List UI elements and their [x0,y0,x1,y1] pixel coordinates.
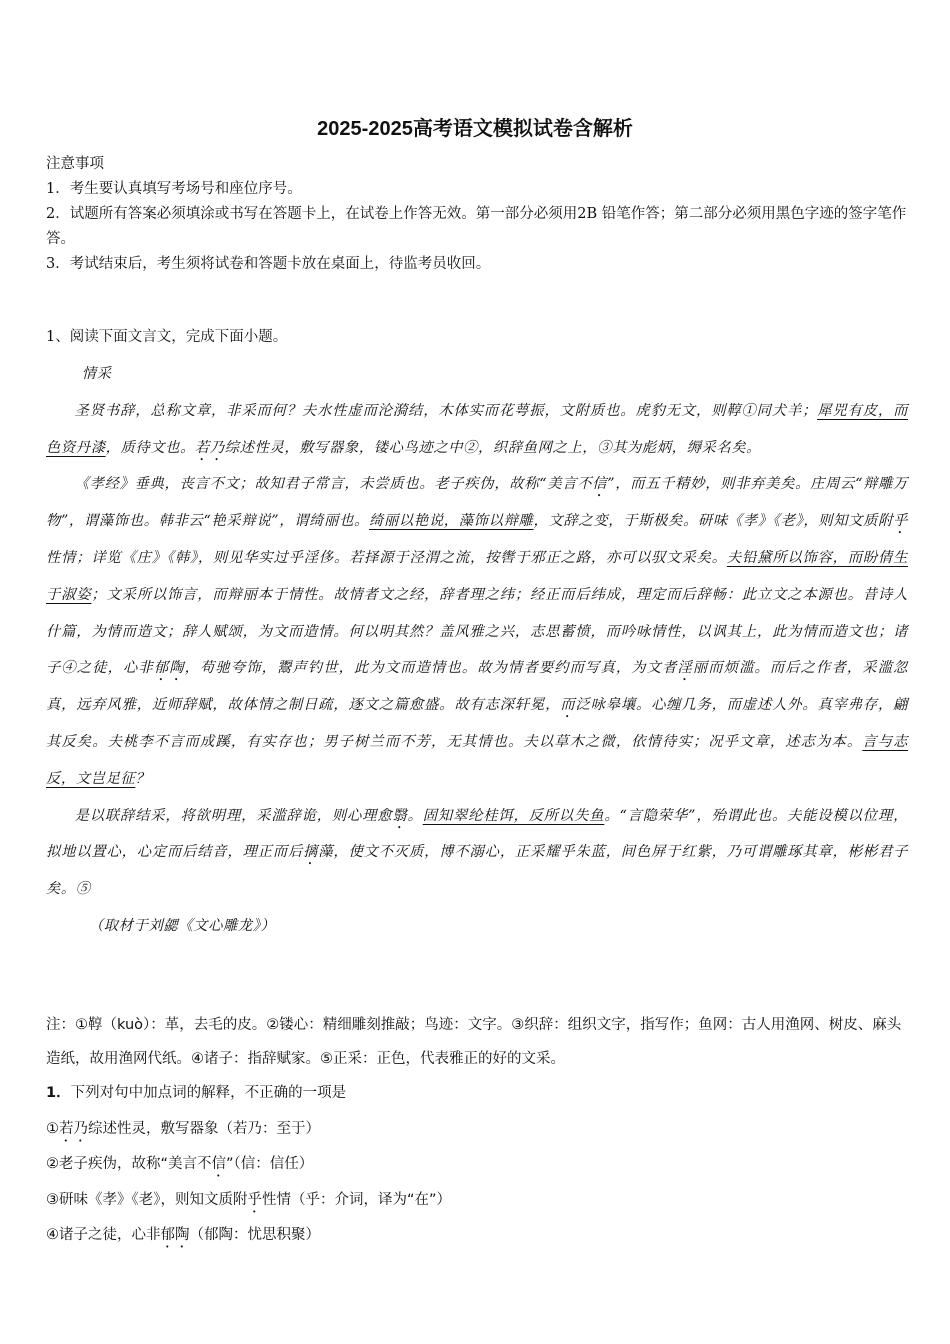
underlined-sentence: 固知翠纶桂饵，反所以失鱼 [422,807,605,824]
dotted-word: 若乃 [194,439,225,456]
passage-paragraph-1: 圣贤书辞，总称文章，非采而何？夫水性虚而沦漪结，木体实而花萼振，文附质也。虎豹无文，则鞟①同犬羊；犀兕有皮，而色资丹漆，质待文也。若乃综述性灵，敷写器象，镂心鸟迹之中②，织辞鱼网之上，③其为彪炳，缛采名矣。 [46,402,908,456]
passage-source: （取材于刘勰《文心雕龙》） [88,917,276,934]
option-item[interactable]: ①若乃综述性灵，敷写器象（若乃：至于） [46,1120,320,1137]
classical-passage [46,356,908,945]
dotted-word: 乎 [247,1191,262,1208]
annotation-note: 注：①鞟（kuò）：革，去毛的皮。②镂心：精细雕刻推敲；鸟迹：文字。③织辞：组织文字，指写作；鱼网：古人用渔网、树皮、麻头造纸，故用渔网代纸。④诸子：指辞赋家。⑤正采：正色，代表雅正的好的文采。 [46,1017,902,1067]
dotted-word: 摛 [303,844,319,861]
notice-item: 2．试题所有答案必须填涂或书写在答题卡上，在试卷上作答无效。第一部分必须用2B 铅笔作答；第二部分必须用黑色字迹的签字笔作答。 [46,206,907,247]
dotted-word: 淫 [677,660,693,677]
dotted-word: 若乃 [59,1120,88,1137]
passage-paragraph-2: 《孝经》垂典，丧言不文；故知君子常言，未尝质也。老子疾伪，故称“美言不信”，而五千精妙，则非弃美矣。庄周云“辩雕万物”，谓藻饰也。韩非云“艳采辩说”，谓绮丽也。绮丽以艳说，藻饰以辩雕，文辞之变，于斯极矣。研味《孝》《老》，则知文质附乎性情；详览《庄》《韩》，则见华实过乎淫侈。若择源于泾渭之流，按辔于邪正之路，亦可以驭文采矣。夫铅黛所以饰容，而盼倩生于淑姿；文采所以饰言，而辩丽本于情性。故情者文之经，辞者理之纬；经正而后纬成，理定而后辞畅：此立文之本源也。昔诗人什篇，为情而造文；辞人赋颂，为文而造情。何以明其然？盖风雅之兴，志思蓄愤，而吟咏情性，以讽其上，此为情而造文也；诸子④之徒，心非郁陶，苟驰夸饰，鬻声钓世，此为文而造情也。故为情者要约而写真，为文者淫丽而烦滥。而后之作者，采滥忽真，远弃风雅，近师辞赋，故体情之制日疏，逐文之篇愈盛。故有志深轩冕，而泛咏皋壤。心缠几务，而虚述人外。真宰弗存，翩其反矣。夫桃李不言而成蹊，有实存也；男子树兰而不芳，无其情也。夫以草木之微，依情待实；况乎文章，述志为本。言与志反，文岂足征？ [46,476,909,787]
page-title: 2025-2025高考语文模拟试卷含解析 [317,118,633,140]
underlined-sentence: 绮丽以艳说，藻饰以辩雕 [369,513,534,530]
sub-question-stem: 1．下列对句中加点词的解释，不正确的一项是 [46,1085,347,1101]
question-intro: 1、阅读下面文言文，完成下面小题。 [46,329,288,345]
underlined-sentence: 犀兕有皮，而色资丹漆 [46,402,908,456]
option-item[interactable]: ④诸子之徒，心非郁陶（郁陶：忧思积聚） [46,1227,320,1243]
dotted-word: 乎 [893,513,908,530]
dotted-word: 郁陶 [153,660,185,677]
passage-title: 情采 [81,366,112,382]
notice-item: 1．考生要认真填写考场号和座位序号。 [46,181,302,197]
underlined-sentence: 夫铅黛所以饰容，而盼倩生于淑姿 [46,549,909,603]
dotted-word: 信 [592,476,608,493]
notice-section [46,152,908,277]
dotted-word: 郁陶 [160,1227,190,1243]
dotted-word: 而 [560,697,576,714]
dotted-word: 信 [211,1156,227,1172]
dotted-word: 翳 [392,807,408,824]
sub-question [46,1076,908,1254]
underlined-sentence: 言与志反，文岂足征 [46,733,908,787]
option-item[interactable]: ②老子疾伪，故称“美言不信”（信：信任） [46,1156,314,1172]
passage-paragraph-3: 是以联辞结采，将欲明理，采滥辞诡，则心理愈翳。固知翠纶桂饵，反所以失鱼。“言隐荣华”，殆谓此也。夫能设模以位理，拟地以置心，心定而后结音，理正而后摛藻，使文不灭质，博不溺心，正采耀乎朱蓝，间色屏于红紫，乃可谓雕琢其章，彬彬君子矣。⑤ [46,807,908,898]
option-item[interactable]: ③研味《孝》《老》，则知文质附乎性情（乎：介词，译为“在”） [46,1191,452,1208]
notice-item: 3．考试结束后，考生须将试卷和答题卡放在桌面上，待监考员收回。 [46,256,491,272]
notice-heading: 注意事项 [46,156,104,172]
